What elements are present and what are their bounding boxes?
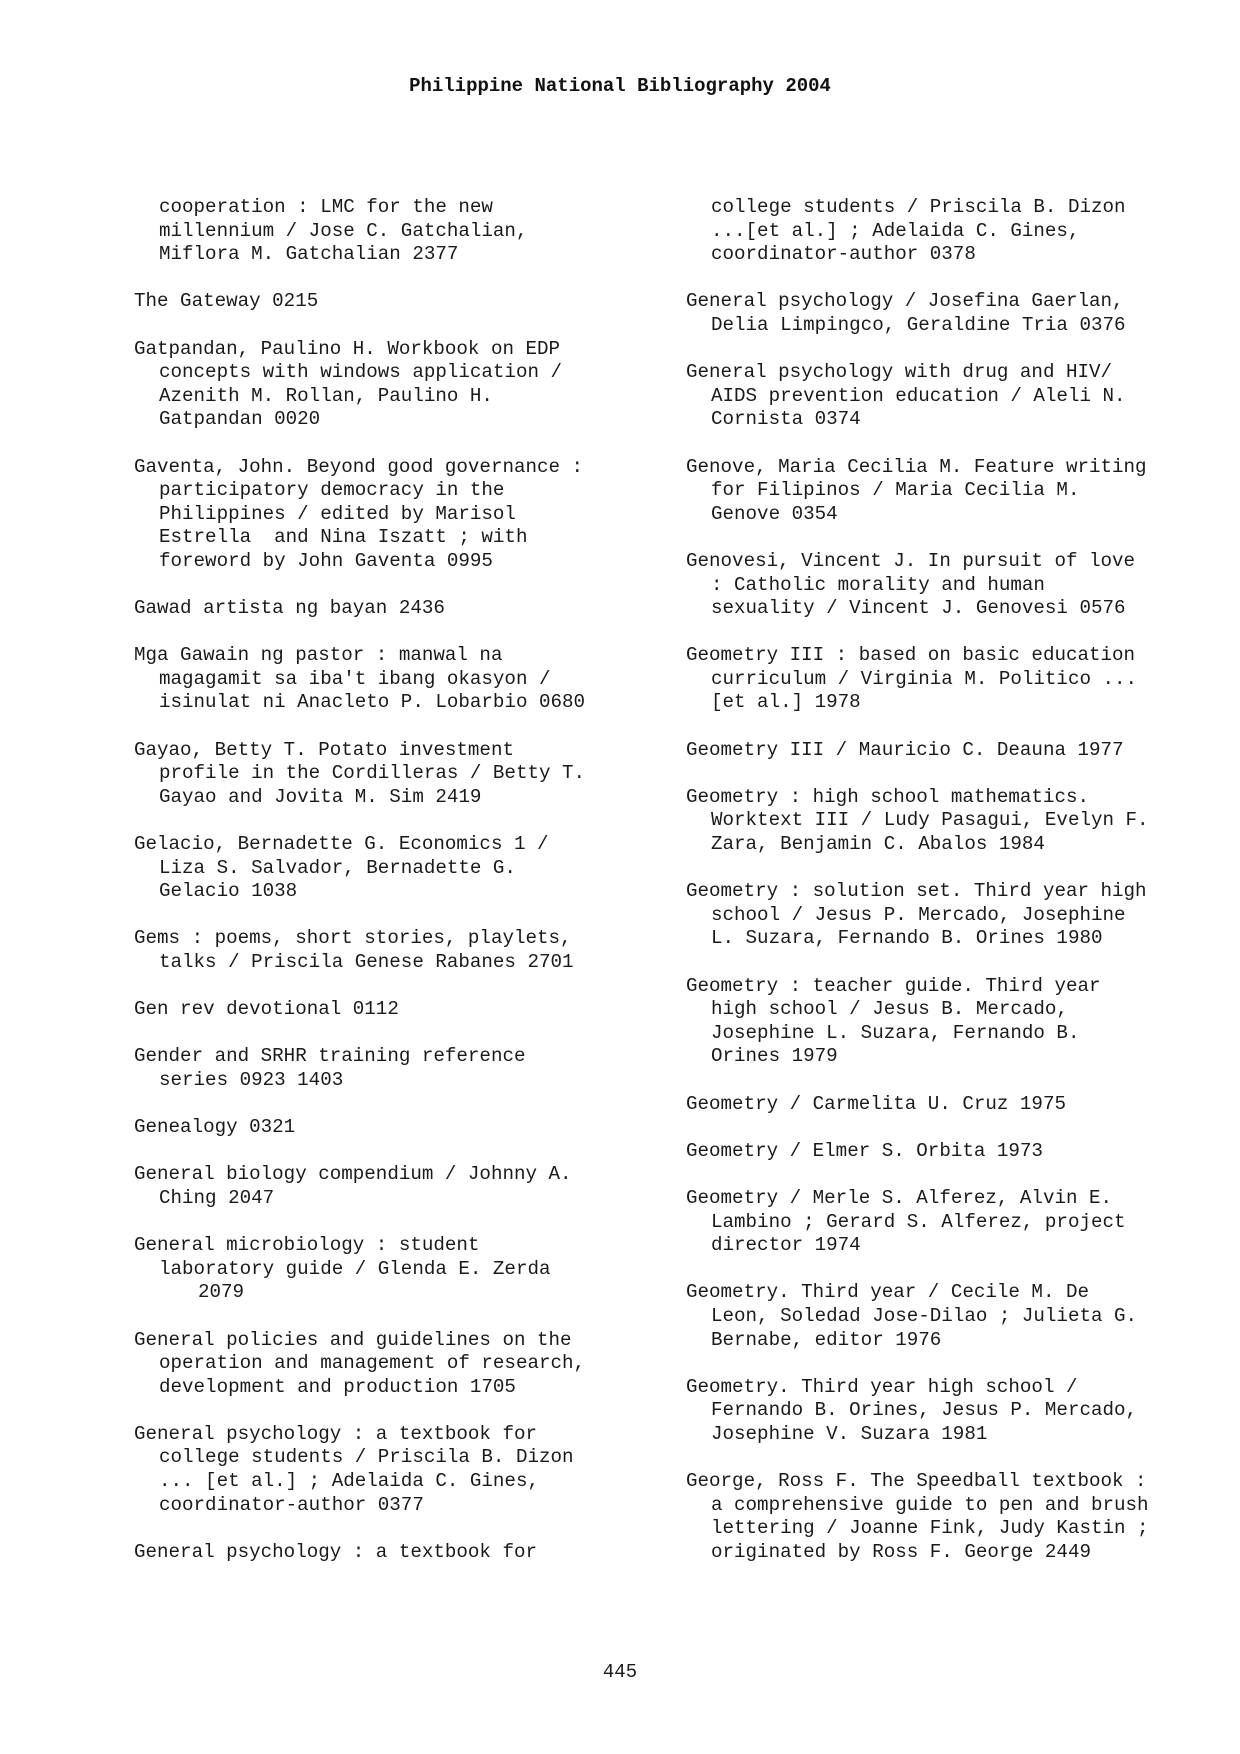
entry-line: Mga Gawain ng pastor : manwal na <box>134 644 503 667</box>
entry-line: Lambino ; Gerard S. Alferez, project <box>711 1210 1126 1233</box>
entry-line: Liza S. Salvador, Bernadette G. <box>159 856 516 879</box>
entry-line: laboratory guide / Glenda E. Zerda <box>159 1257 551 1280</box>
entry-line: Genealogy 0321 <box>134 1116 296 1139</box>
bibliography-entry <box>686 786 1206 857</box>
entry-line: sexuality / Vincent J. Genovesi 0576 <box>711 597 1126 620</box>
bibliography-entry <box>686 1093 1206 1117</box>
entry-line: The Gateway 0215 <box>134 290 319 313</box>
entry-line: isinulat ni Anacleto P. Lobarbio 0680 <box>159 691 586 714</box>
entry-line: Cornista 0374 <box>711 408 861 431</box>
entry-line: Geometry / Carmelita U. Cruz 1975 <box>686 1092 1066 1115</box>
bibliography-entry <box>686 361 1206 432</box>
entry-line: millennium / Jose C. Gatchalian, <box>159 219 528 242</box>
entry-line: lettering / Joanne Fink, Judy Kastin ; <box>711 1517 1149 1540</box>
entry-line: Bernabe, editor 1976 <box>711 1328 942 1351</box>
entry-line: General microbiology : student <box>134 1234 480 1257</box>
entry-line: Gatpandan 0020 <box>159 408 321 431</box>
entry-line: General policies and guidelines on the <box>134 1328 572 1351</box>
entry-line: General psychology : a textbook for <box>134 1422 538 1445</box>
entry-line: Josephine V. Suzara 1981 <box>711 1422 988 1445</box>
entry-line: college students / Priscila B. Dizon <box>159 1446 574 1469</box>
entry-line: Gelacio, Bernadette G. Economics 1 / <box>134 833 549 856</box>
entry-line: Leon, Soledad Jose-Dilao ; Julieta G. <box>711 1304 1138 1327</box>
entry-line: Geometry : teacher guide. Third year <box>686 974 1101 997</box>
bibliography-entry <box>134 1541 654 1565</box>
right-column <box>686 196 1206 1588</box>
entry-line: participatory democracy in the <box>159 479 505 502</box>
entry-line: Geometry : solution set. Third year high <box>686 880 1147 903</box>
bibliography-entry <box>686 1470 1206 1564</box>
bibliography-entry <box>686 290 1206 337</box>
bibliography-entry <box>134 1045 654 1092</box>
entry-line: school / Jesus P. Mercado, Josephine <box>711 903 1126 926</box>
bibliography-entry <box>134 739 654 810</box>
entry-line: Philippines / edited by Marisol <box>159 502 516 525</box>
entry-line: Gawad artista ng bayan 2436 <box>134 597 445 620</box>
bibliography-entry <box>134 644 654 715</box>
entry-line: Geometry. Third year / Cecile M. De <box>686 1281 1090 1304</box>
entry-line: operation and management of research, <box>159 1352 586 1375</box>
entry-line: [et al.] 1978 <box>711 691 861 714</box>
bibliography-entry <box>134 1234 654 1305</box>
entry-line: Gayao, Betty T. Potato investment <box>134 738 514 761</box>
bibliography-entry <box>134 290 654 314</box>
entry-line: cooperation : LMC for the new <box>159 196 493 218</box>
entry-line: Geometry. Third year high school / <box>686 1375 1078 1398</box>
entry-line: series 0923 1403 <box>159 1068 344 1091</box>
entry-line: Gems : poems, short stories, playlets, <box>134 927 572 950</box>
bibliography-entry <box>686 1140 1206 1164</box>
page-number: 445 <box>602 1661 638 1683</box>
bibliography-entry <box>134 597 654 621</box>
bibliography-entry <box>686 975 1206 1069</box>
entry-line: General biology compendium / Johnny A. <box>134 1163 572 1186</box>
entry-line: talks / Priscila Genese Rabanes 2701 <box>159 951 574 973</box>
entry-line: L. Suzara, Fernando B. Orines 1980 <box>711 927 1103 950</box>
entry-line: a comprehensive guide to pen and brush <box>711 1493 1149 1516</box>
entry-line: General psychology with drug and HIV/ <box>686 361 1113 384</box>
bibliography-entry <box>686 644 1206 715</box>
entry-line: Delia Limpingco, Geraldine Tria 0376 <box>711 313 1126 336</box>
entry-line: Miflora M. Gatchalian 2377 <box>159 243 459 266</box>
bibliography-entry <box>134 833 654 904</box>
entry-line: foreword by John Gaventa 0995 <box>159 549 493 572</box>
bibliography-entry <box>134 338 654 432</box>
bibliography-entry <box>686 880 1206 951</box>
entry-line: Geometry III : based on basic education <box>686 644 1136 667</box>
entry-line: coordinator-author 0377 <box>159 1493 424 1516</box>
entry-line: Genove 0354 <box>711 502 838 525</box>
entry-line: Ching 2047 <box>159 1186 275 1209</box>
entry-line: Fernando B. Orines, Jesus P. Mercado, <box>711 1399 1138 1422</box>
entry-line: General psychology / Josefina Gaerlan, <box>686 290 1124 313</box>
entry-line: curriculum / Virginia M. Politico ... <box>711 667 1138 690</box>
entry-line: Worktext III / Ludy Pasagui, Evelyn F. <box>711 809 1149 832</box>
entry-line: Gender and SRHR training reference <box>134 1045 526 1068</box>
bibliography-entry <box>686 739 1206 763</box>
bibliography-entry <box>134 456 654 574</box>
entry-line: Josephine L. Suzara, Fernando B. <box>711 1021 1080 1044</box>
bibliography-entry <box>686 1281 1206 1352</box>
entry-line: concepts with windows application / <box>159 361 563 384</box>
left-column <box>134 196 654 1588</box>
entry-line: Gatpandan, Paulino H. Workbook on EDP <box>134 337 561 360</box>
bibliography-entry <box>134 1163 654 1210</box>
entry-line: Genove, Maria Cecilia M. Feature writing <box>686 455 1147 478</box>
entry-line: Azenith M. Rollan, Paulino H. <box>159 384 493 407</box>
bibliography-entry <box>686 1376 1206 1447</box>
entry-line: : Catholic morality and human <box>711 573 1045 596</box>
entry-line: General psychology : a textbook for <box>134 1540 538 1563</box>
bibliography-entry <box>134 1423 654 1517</box>
entry-line: Gelacio 1038 <box>159 880 298 903</box>
entry-line: 2079 <box>198 1281 245 1304</box>
entry-line: Gaventa, John. Beyond good governance : <box>134 455 584 478</box>
entry-line: Gen rev devotional 0112 <box>134 998 399 1021</box>
entry-line: George, Ross F. The Speedball textbook : <box>686 1470 1147 1493</box>
entry-line: director 1974 <box>711 1234 861 1257</box>
bibliography-entry <box>134 998 654 1022</box>
entry-line: ... [et al.] ; Adelaida C. Gines, <box>159 1470 539 1493</box>
entry-line: Geometry / Elmer S. Orbita 1973 <box>686 1139 1043 1162</box>
entry-line: Gayao and Jovita M. Sim 2419 <box>159 785 482 808</box>
entry-line: Geometry III / Mauricio C. Deauna 1977 <box>686 738 1124 761</box>
entry-line: Geometry : high school mathematics. <box>686 785 1090 808</box>
entry-line: originated by Ross F. George 2449 <box>711 1540 1091 1563</box>
entry-line: Zara, Benjamin C. Abalos 1984 <box>711 833 1045 856</box>
entry-line: profile in the Cordilleras / Betty T. <box>159 762 586 785</box>
entry-line: ...[et al.] ; Adelaida C. Gines, <box>711 219 1080 242</box>
entry-line: magagamit sa iba't ibang okasyon / <box>159 667 551 690</box>
entry-line: for Filipinos / Maria Cecilia M. <box>711 479 1080 502</box>
entry-line: AIDS prevention education / Aleli N. <box>711 384 1126 407</box>
bibliography-entry <box>134 196 654 267</box>
bibliography-entry <box>686 196 1206 267</box>
bibliography-entry <box>686 456 1206 527</box>
bibliography-entry <box>134 927 654 974</box>
entry-line: Estrella and Nina Iszatt ; with <box>159 526 528 549</box>
entry-line: Geometry / Merle S. Alferez, Alvin E. <box>686 1186 1113 1209</box>
bibliography-entry <box>686 1187 1206 1258</box>
entry-line: Orines 1979 <box>711 1045 838 1068</box>
entry-line: high school / Jesus B. Mercado, <box>711 998 1068 1021</box>
entry-line: college students / Priscila B. Dizon <box>711 196 1126 218</box>
entry-line: Genovesi, Vincent J. In pursuit of love <box>686 549 1136 572</box>
entry-line: development and production 1705 <box>159 1375 516 1398</box>
page-title: Philippine National Bibliography 2004 <box>409 75 831 97</box>
bibliography-entry <box>134 1329 654 1400</box>
bibliography-entry <box>134 1116 654 1140</box>
bibliography-entry <box>686 550 1206 621</box>
entry-line: coordinator-author 0378 <box>711 243 976 266</box>
